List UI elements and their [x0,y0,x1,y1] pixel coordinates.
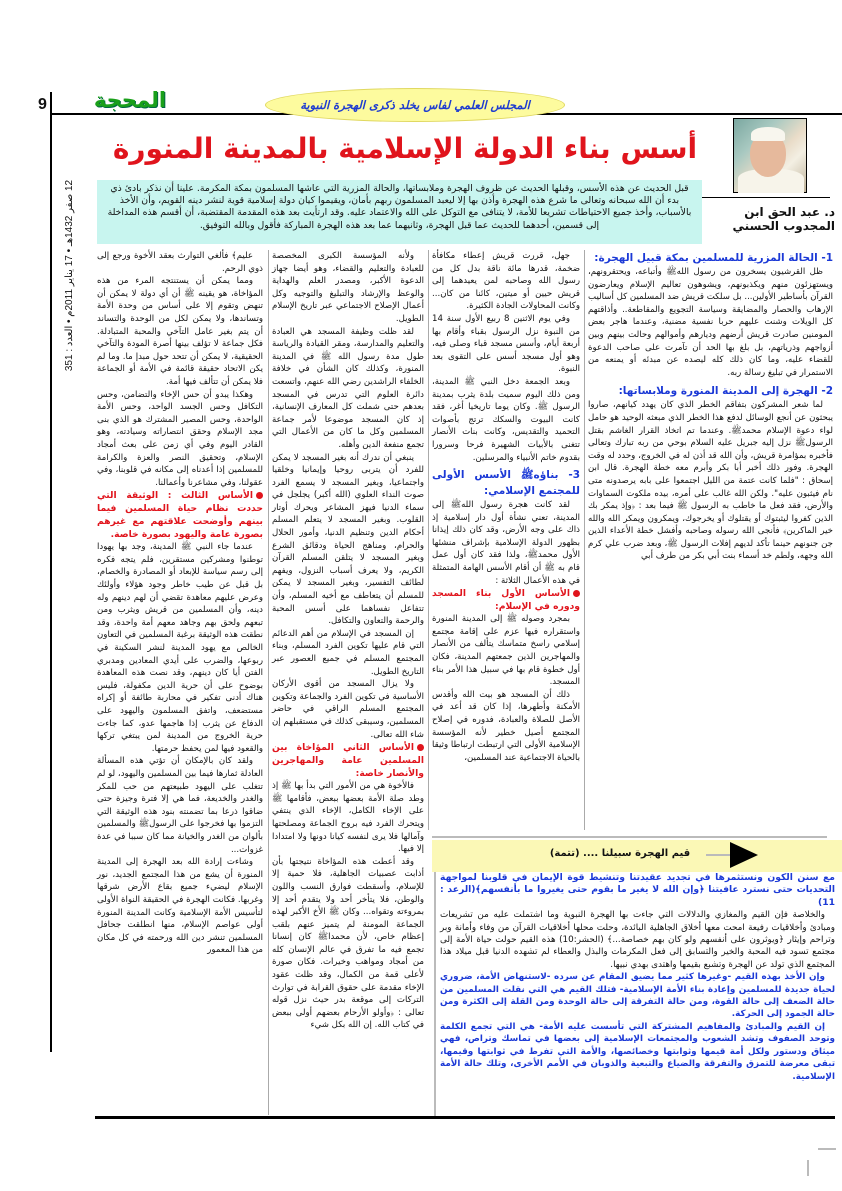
paragraph: وإن الأخذ بهذه القيم -وغيرها كثير مما يضيق المقام عن سرده -لاستنهاض الأمة، ضروري لحياة جديدة للمسلمين وإعادة بناء الأمة الإسلامية- فتلك القيم هي التي نقلت المسلمين من حالة الضعف إلى حالة القوة، ومن حالة التفرقة إلى حالة الوحدة ومن القلة إلى الكثرة ومن حالة الجمود إلى الحركة. [440,972,835,1020]
continuation-title: قيم الهجرة سبيلنا .... (تتمة) [549,848,691,859]
red-subheading-text: الأساس الأول بناء المسجد ودوره في الإسلام: [432,588,580,613]
paragraph: ولا يزال المسجد من أقوى الأركان الأساسية في تكوين الفرد والجماعة وتكوين المجتمع المسلم الراقي في حاضر المسلمين، وسيبقى كذلك في مستقبلهم إن شاء الله تعالى. [272,679,424,740]
paragraph: إن القيم والمبادئ والمفاهيم المشتركة التي تأسست عليه الأمة- هي التي تجمع الكلمة وتوحد الصفوف وتشد الشعوب والمجتمعات الإسلامية إلى بعضها في تماسك وتراص، فهي ميثاق ودستور ولكل أمة قيمها وثوابتها وخصائصها، والأمة التي تفرط في ثوابتها وقيمها، تبقى معرضة للتمزق والتفرقة والضياع والتبعية والذوبان في الأمم الأخرى، وتلك حالة الأمة الإسلامية. [440,1021,835,1082]
paragraph: لقد كانت هجرة رسول اللهﷺ إلى المدينة، تعني نشأة أول دار إسلامية إذ ذاك على وجه الأرض، وقد كان ذلك إيذانا بظهور الدولة الإسلامية بإشراف منشئها الأول محمدﷺ، ولذا فقد كان أول عمل قام به ﷺ أن أقام الأسس الهامة المتمثلة في هذه الأعمال الثلاثة : [432,500,580,586]
paragraph: وقد أعطت هذه المؤاخاة نتيجتها بأن أذابت عصبيات الجاهلية، فلا حمية إلا للإسلام، وأسقطت فوارق النسب واللون والوطن، فلا يتأخر أحد ولا يتقدم أحد إلا بمروءته وتقواه... وكان ﷺ الأخ الأكبر لهذه الجماعة المومنة لم يتميز عنهم بلقب إعظام خاص، لأن محمداﷺ كان إنسانا تجمع فيه ما تفرق في عالم الإنسان كله من أمجاد ومواهب وخيرات. فكان صورة لأعلى قمة من الكمال، وقد ظلت عقود الإخاء مقدمة على حقوق القرابة في توارث التركات إلى موقعة بدر حيث نزل قوله تعالى : ﴿وأولو الأرحام بعضهم أولى ببعض في كتاب الله. إن الله بكل شيء [272,856,424,1031]
red-subheading [272,741,424,780]
photo-cap [751,127,785,141]
paragraph: وشاءت إرادة الله بعد الهجرة إلى المدينة المنورة أن يشع من هذا المجتمع الجديد، نور الإسلام ليضيء جميع بقاع الأرض شرقها وغربها. فكانت الهجرة في الحقيقة النواة الأولى لتأسيس الأمة الإسلامية وكانت المدينة المنورة أولى عواصم الإسلام، منها انطلقت جحافل المسلمين تنشر دين الله ورحمته في كل مكان من هذا المعمور [97,857,263,956]
red-subheading [432,587,580,613]
paragraph: لقد ظلت وظيفة المسجد هي العبادة والتعليم والمدارسة، ومقر القيادة والرياسة طول مدة رسول الله ﷺ في المدينة المنورة، وكذلك كان الشأن في خلافة الخلفاء الراشدين رضي الله عنهم، واتسعت دائرة العلوم التي تدرس في المسجد بعدهم حتى شملت كل المعارف الإنسانية، إذ كان المسجد موضوعا لأمر جماعة المسلمين وكل ما كان من الأعمال التي تجمع منفعة الدين وأهله. [272,326,424,450]
arrow-right-icon [730,842,758,868]
section-heading-3: 3- بناؤهﷺ الأسس الأولى للمجتمع الإسلامي: [432,469,580,498]
paragraph: ينبغي أن ندرك أنه بغير المسجد لا يمكن للفرد أن يتربى روحيا وإيمانيا وخلقيا واجتماعيا، وبغير المسجد لا يسمع الفرد صوت النداء العلوي (الله أكبر) يجلجل في سماء الدنيا فيهز المشاعر ويحرك أوتار القلوب. وبغير المسجد لا يتعلم المسلم أحكام الدين وتنظيم الدنيا، وأمور الحلال والحرام، ومناهج الحياة ودقائق الشرع وبغير المسجد لا يتلقن المسلم القرآن الكريم، ولا يعرف أسباب النزول، ويفهم لطائف التفسير، وبغير المسجد لا يمكن للمسلم أن يتعاطف مع أخيه المسلم، وأن تتفاعل نفساهما على أسس المحبة والرحمة والتعاون والتكافل. [272,452,424,627]
footer-rule [95,1116,440,1119]
bullet-icon [573,590,580,597]
column-4 [97,250,263,957]
column-divider [268,250,269,1115]
closing-lead: مع سنن الكون ونستثمرها في تجديد عقيدتنا وتنشيط قوة الإيمان في قلوبنا لمواجهة التحديات حتى نسترد عافيتنا ﴿وإن الله لا يغير ما بقوم حتى يغيروا ما بأنفسهم﴾(الرعد : 11) [440,872,835,908]
paragraph: وفي يوم الاثنين 8 ربيع الأول سنة 14 من النبوة نزل الرسول بقباء وأقام بها أربعة أيام، وأسس مسجد قباء وصلى فيه، وهو أول مسجد أسس على التقوى بعد النبوة. [432,313,580,375]
paragraph: ولقد كان بالإمكان أن تؤتي هذه المسألة العادلة ثمارها فيما بين المسلمين واليهود، لو لم تتغلب على اليهود طبيعتهم من حب للمكر والغدر والخديعة، فما هي إلا فترة وجيزة حتى ضاقوا ذرعا بما تضمنته بنود هذه الوثيقة التي التزموا بها فخرجوا على الرسولﷺ والمسلمين بألوان من الغدر والخيانة مما كان سببا في عدة غزوات... [97,756,263,855]
column-3 [272,250,424,1032]
section-banner: المجلس العلمي لفاس يخلد ذكرى الهجرة النبوية [265,88,565,122]
magazine-logo: المحجة [93,88,167,112]
banner-dash [706,854,730,856]
paragraph: ذلك أن المسجد هو بيت الله وأقدس الأمكنة وأطهرها، إذا كان قد أعد في الأصل للصلاة والعبادة، فدوره في إصلاح المجتمع أصيل خطير لأنه المؤسسة الإسلامية الأولى التي ارتبطت ارتباطا وثيقا بالحياة الاجتماعية عند المسلمين، [432,689,580,763]
paragraph: بمجرد وصوله ﷺ إلى المدينة المنورة واستقراره فيها عزم على إقامة مجتمع إسلامي راسخ متماسك يتألف من الأنصار والمهاجرين الذين جمعتهم المدينة، فكان أول خطوة قام بها في سبيل هذا الأمر بناء المسجد. [432,614,580,688]
issue-date-text: 12 صفر 1432هـ • 17 يناير 2011م • العدد : 351 [64,179,76,371]
issue-date [60,160,80,390]
footer-rule [435,1116,835,1119]
paragraph: والخلاصة فإن القيم والمغازي والدلالات التي جاءت بها الهجرة النبوية وما اشتملت عليه من تشريعات ومبادئ وأخلاقيات رفيعة امحت معها أخلاق الجاهلية البائدة، وحلت محلها أخلاقيات القرآن من وفاء وأمانة وبر وتراحم وإيثار ﴿ويوثرون على أنفسهم ولو كان بهم خصاصة...﴾ (الحشر:10) هذه القيم حولت حياة الأمة إلى مجتمع تسود فيه المحبة والخير والتسابق إلى فعل المكرمات والبذل والعطاء لم تشهده الدنيا قبل ميلاد هذا المجتمع الذي تولد عن الهجرة وتشبع بقيمها واهتدى بهدي نبيها. [440,910,835,970]
author-photo [733,118,807,193]
box-left-border [434,872,436,1116]
article-title: أسس بناء الدولة الإسلامية بالمدينة المنورة [112,132,698,165]
paragraph: وبعد الجمعة دخل النبي ﷺ المدينة، ومن ذلك اليوم سميت بلدة يثرب بمدينة الرسول ﷺ. وكان يوما تاريخيا أغر، فقد كانت البيوت والسكك ترتج بأصوات التحميد والتقديس، وكانت بنات الأنصار تتغنى بالأبيات الشهيرة فرحا وسرورا بقدوم خاتم الأنبياء والمرسلين. [432,376,580,463]
column-2 [432,250,580,764]
column-divider [584,250,585,830]
column-divider [428,250,429,830]
red-subheading-text: الأساس الثالث : الوثيقة التي حددت نظام حياة المسلمين فيما بينهم وأوضحت علاقتهم مع غيرهم بصورة عامة واليهود بصورة خاصة. [97,490,263,541]
intro-box: قبل الحديث عن هذه الأسس، وقبلها الحديث عن ظروف الهجرة وملابساتها، والحالة المزرية التي عاشها المسلمون بمكة المكرمة. علينا أن نذكر بادئ ذي بدء أن الله سبحانه وتعالى ما شرع هذه الهجرة وأذن بها إلا ليعبد المسلمون ربهم بأمان، ويقيموا كيان دولة إسلامية قوية لنشر دينه القويم، وأن الأخذ بالأسباب، وأخذ جميع الاحتياطات تشريعا للأمة، لا يتنافى مع التوكل على الله والاعتماد عليه. وقد ارتأيت بعد هذه المقدمة المقتضبة، أن أقسم هذه المداخلة إلى قسمين، أحدهما للحديث عما قبل الهجرة، وثانيهما عما بعد هذه الهجرة المباركة فأقول وبالله التوفيق. [97,180,702,244]
paragraph: ولأنه المؤسسة الكبرى المخصصة للعبادة والتعليم والقضاء، وهو أيضا جهاز الدعوة الأكبر، ومصدر العلم والهداية والوعظ والإرشاد والتبليغ والتوجيه وكل أعمال الإصلاح الاجتماعي عبر تاريخ الإسلام الطويل. [272,251,424,324]
margin-divider [50,92,52,1052]
page-number: 9 [38,96,47,113]
paragraph: لما شعر المشركون بتفاقم الخطر الذي كان يهدد كيانهم، صاروا يبحثون عن أنجع الوسائل لدفع هذا الخطر الذي مبعثه الوحيد هو حامل لواء دعوة الإسلام محمدﷺ. وعندما تم اتخاذ القرار الغاشم بقتل الرسولﷺ نزل إليه جبريل عليه السلام بوحي من ربه تبارك وتعالى فأخبره بمؤامرة قريش، وأن الله قد أذن له في الخروج، وحدد له وقت الهجرة. وفور ذلك أخبر أبا بكر وأبرم معه خطة الهجرة. قال ابن إسحاق : "فلما كانت عتمة من الليل اجتمعوا على بابه يرصدونه متى نام فيثبون عليه". ولكن الله غالب على أمره، بيده ملكوت السماوات والأرض، فقد فعل ما خاطب به الرسول ﷺ فيما بعد : ﴿وإذ يمكر بك الذين كفروا ليثبتوك أو يقتلوك أو يخرجوك، ويمكرون ويمكر الله والله خير الماكرين﴾ فأنجى الله رسوله وصاحبه وأفشل خطة الأعداء الذين جن جنونهم حينما تأكد لديهم إفلات الرسول ﷺ، وبعد ضرب علي كرم الله وجهه، ولطم خد أسماء بنت أبي بكر من طرف أبي [588,400,833,562]
author-rule [700,197,830,198]
paragraph: وهكذا يبدو أن حس الإخاء والتضامن، وحس التكافل وحس الجسد الواحد، وحس الأمة الواحدة، وحس المصير المشترك هو الذي بنى مجد الإسلام وحقق انتصاراته وسيادته، وهو القادر اليوم وفي أي زمن على بعث أمجاد الإسلام، وتحقيق النصر والعزة والكرامة للمسلمين إذا أعدناه إلى مكانه في قلوبنا، وفي عقولنا، وفي مشاعرنا وأعمالنا. [97,389,263,488]
closing-text [440,872,835,1083]
paragraph: جهل، قررت قريش إعطاء مكافأة ضخمة، قدرها مائة ناقة بدل كل من رسول الله وصاحبه لمن يعيدهما إلى قريش حيين أو ميتين، كائنا من كان... وكانت المحاولات الجادة الكثيرة. [432,251,580,312]
bullet-icon [417,744,424,751]
box-top-rule [432,836,827,838]
bullet-icon [256,492,263,499]
red-subheading [97,489,263,541]
column-1 [588,250,833,563]
paragraph: عندما جاء النبي ﷺ المدينة، وجد بها يهودا توطنوا ومشركين مستقرين، فلم يتجه فكره إلى رسم سياسة للإبعاد أو المصادرة والخصام، بل قبل عن طيب خاطر وجود هؤلاء وأولئك وعرض عليهم معاهدة تقضي أن لهم دينهم وله دينه، وأن المسلمين من قريش ويثرب ومن تبعهم ولحق بهم وجاهد معهم أمة واحدة، وقد نطقت هذه الوثيقة برغبة المسلمين في التعاون الخالص مع يهود المدينة لنشر السكينة في ربوعها، والضرب على أيدي المعادين ومدبري الفتن أيا كان دينهم، وقد نصت هذه المعاهدة بوضوح على أن حرية الدين مكفولة، فليس هناك أدنى تفكير في محاربة طائفة أو إكراه مستضعف، واتفق المسلمون واليهود على الدفاع عن يثرب إذا هاجمها عدو، كما جاءت حرية الخروج من المدينة لمن يبتغي تركها والقعود فيها لمن يحفظ حرمتها. [97,542,263,754]
author-name: د. عبد الحق ابن المجدوب الحسني [732,205,835,233]
section-heading-1: 1- الحالة المزرية للمسلمين بمكة قبيل الهجرة: [594,252,833,264]
red-subheading-text: الأساس الثاني المؤاخاة بين المسلمين عامة والمهاجرين والأنصار خاصة: [272,742,424,780]
section-heading-2: 2- الهجرة إلى المدينة المنورة وملابساتها: [618,385,833,398]
corner-mark [818,1148,836,1150]
paragraph: عليم﴾ فألغي التوارث بعقد الأخوة ورجع إلى ذوي الرحم. [97,251,263,274]
corner-mark [807,1160,809,1176]
paragraph: إن المسجد في الإسلام من أهم الدعائم التي قام عليها تكوين الفرد المسلم، وبناء المجتمع المسلم في جميع العصور عبر التاريخ الطويل. [272,628,424,677]
paragraph: ومما يمكن أن يستنتجه المرء من هذه المؤاخاة، هو يقينه ﷺ أن أي دولة لا يمكن أن تنهض وتقوم إلا على أساس من وحدة الأمة وتساندها، ولا يمكن لكل من الوحدة والتساند أن يتم بغير عامل التآخي والمحبة المتبادلة. فكل جماعة لا تؤلف بينها أصرة المودة والتآخي الحقيقية، لا يمكن أن تتحد حول مبدإ ما. وما لم يكن الاتحاد حقيقة قائمة في الأمة أو الجماعة فلا يمكن أن تتألف فيها أمة. [97,276,263,387]
paragraph: فالأخوة هي من الأمور التي بدأ بها ﷺ إذ وطد صلة الأمة بعضها ببعض، فأقامها ﷺ على الإخاء الكامل، الإخاء الذي ينتفي ويتحرك الفرد فيه بروح الجماعة ومصلحتها وآمالها فلا يرى لنفسه كيانا دونها ولا امتدادا إلا فيها. [272,781,424,855]
paragraph: ظل القرشيون يسخرون من رسول اللهﷺ وأتباعه، ويحتقرونهم، ويستهزئون منهم ويكذبونهم، ويشوهون تعاليم الإسلام ويعارضون القرآن بأساطير الأولين... بل سلكت قريش ضد المسلمين كل أساليب الإرهاب والحصار والمضايقة وسياسة التجويع والمقاطعة.. وأذاقتهم كل الويلات وشنت عليهم حربا نفسية مضنية، وعندما هاجر بعض المومنين صادرت قريش أرضهم وديارهم وأموالهم وحالت بينهم وبين أزواجهم وذرياتهم، بل بلغ بها الحد أن تآمرت على صاحب الدعوة للقضاء عليه، وما كان ذلك كله ليصده عن مبدئه أو يمنعه من الاستمرار في تبليغ رسالة ربه. [588,267,833,378]
